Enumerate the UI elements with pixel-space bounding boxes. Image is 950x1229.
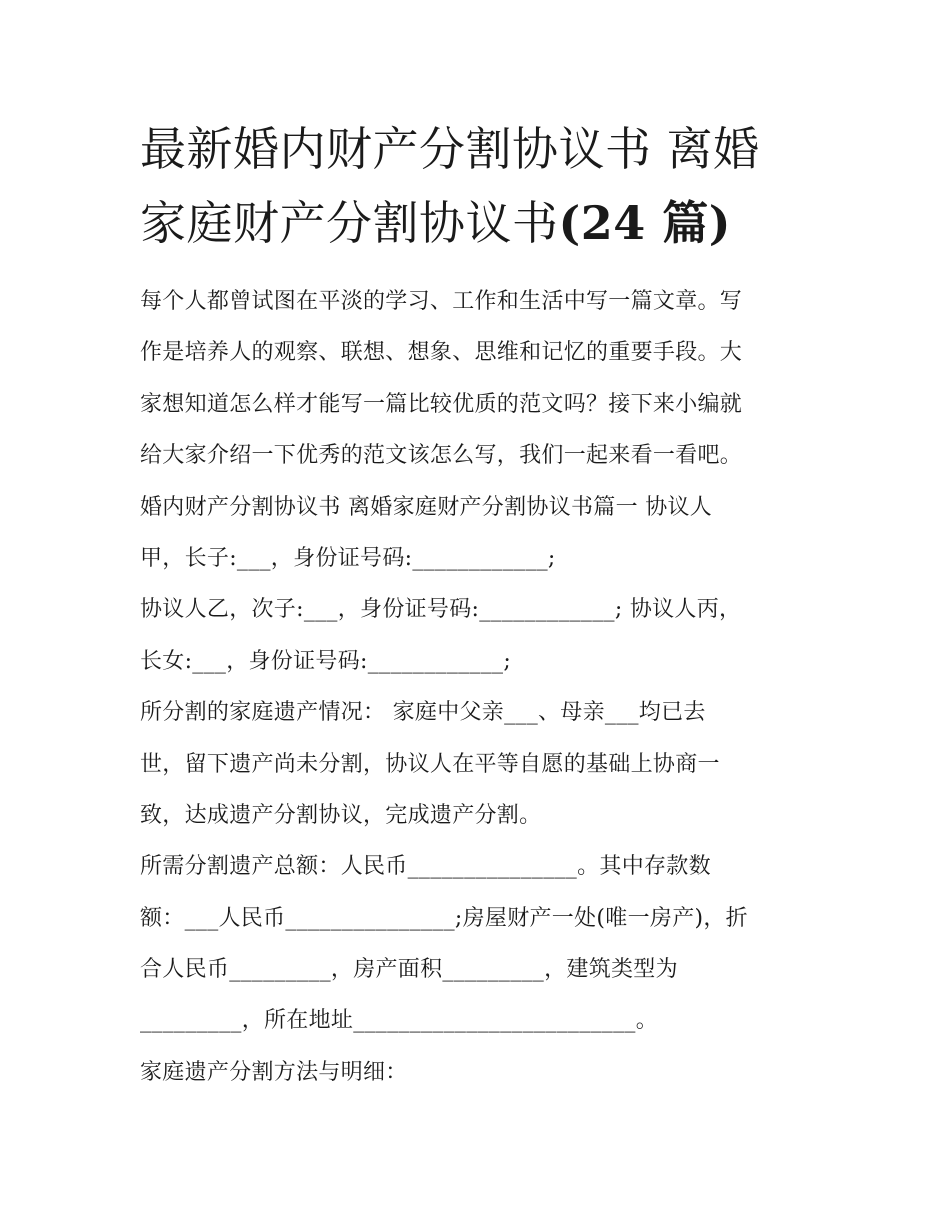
body-line: 合人民币_________，房产面积_________，建筑类型为	[140, 957, 678, 983]
body-line: 协议人乙，次子:___，身份证号码:____________; 协议人丙，	[140, 597, 742, 623]
body-line: 致，达成遗产分割协议，完成遗产分割。	[140, 802, 542, 828]
body-line: 所需分割遗产总额：人民币_______________。其中存款数	[140, 854, 711, 880]
body-line: 所分割的家庭遗产情况： 家庭中父亲___、母亲___均已去	[140, 700, 706, 726]
body-line: 家庭遗产分割方法与明细：	[140, 1059, 408, 1085]
title-count: (24 篇)	[558, 196, 732, 250]
title-line-2-main: 家庭财产分割协议书	[140, 196, 559, 250]
body-line: 给大家介绍一下优秀的范文该怎么写，我们一起来看一看吧。	[140, 443, 743, 469]
body-line: _________，所在地址_________________________。	[140, 1008, 658, 1034]
title-line-1: 最新婚内财产分割协议书 离婚	[140, 122, 760, 176]
body-line: 作是培养人的观察、联想、想象、思维和记忆的重要手段。大	[140, 340, 743, 366]
body-line: 额：___人民币_______________;房屋财产一处(唯一房产)，折	[140, 905, 748, 931]
title-line-2	[140, 186, 830, 260]
document-body	[140, 276, 830, 1098]
body-line: 甲，长子:___，身份证号码:____________;	[140, 545, 556, 571]
document-title	[140, 112, 830, 260]
body-line: 世，留下遗产尚未分割，协议人在平等自愿的基础上协商一	[140, 751, 720, 777]
body-line: 长女:___，身份证号码:____________;	[140, 648, 512, 674]
body-line: 婚内财产分割协议书 离婚家庭财产分割协议书篇一 协议人	[140, 494, 713, 520]
body-line: 每个人都曾试图在平淡的学习、工作和生活中写一篇文章。写	[140, 289, 743, 314]
body-line: 家想知道怎么样才能写一篇比较优质的范文吗？接下来小编就	[140, 391, 743, 417]
